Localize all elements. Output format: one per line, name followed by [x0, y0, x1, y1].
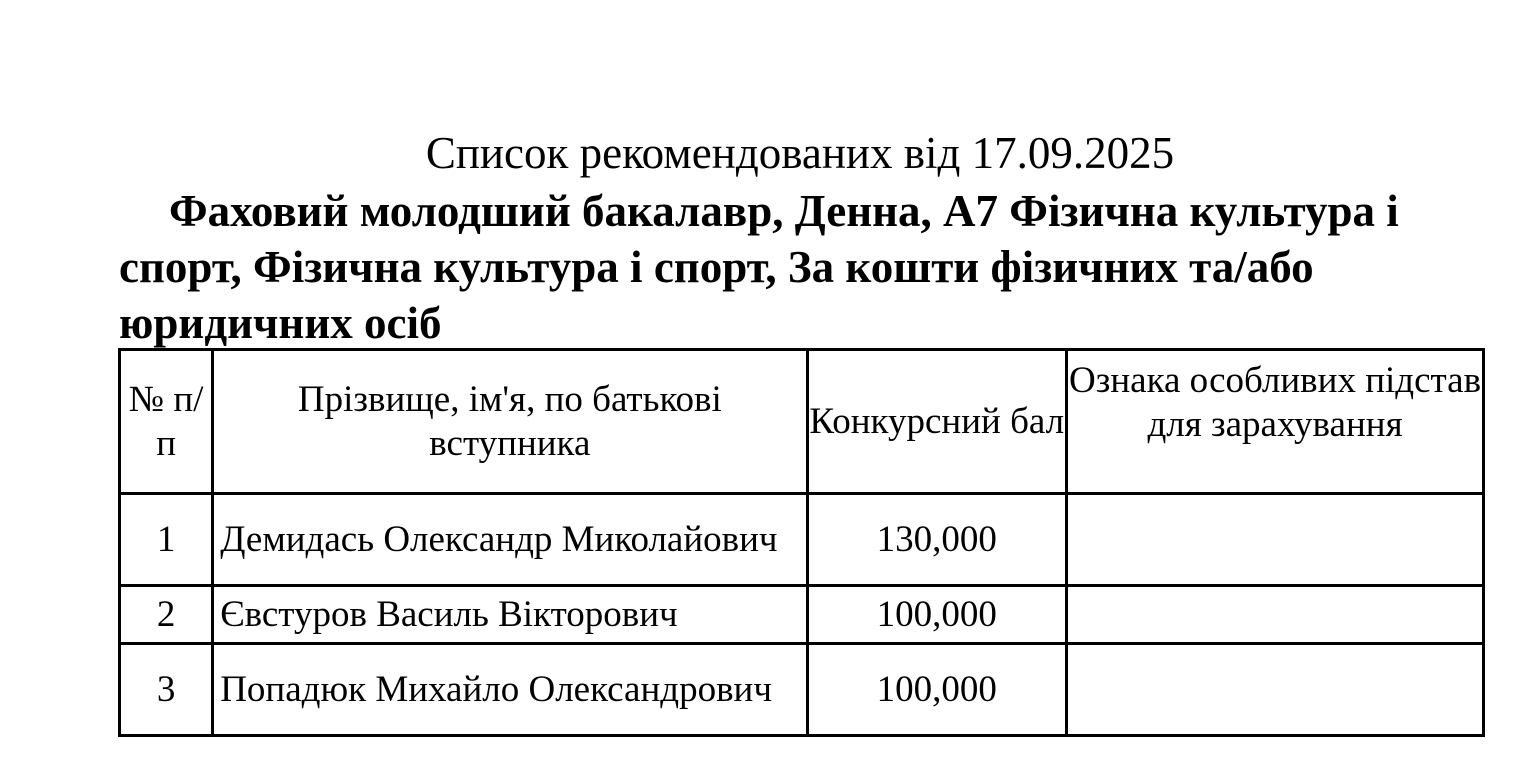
- row-number: 3: [120, 644, 213, 736]
- document-subtitle: Фаховий молодший бакалавр, Денна, A7 Фізична культура і спорт, Фізична культура і спорт, За кошти фізичних та/або юридичних осіб: [119, 186, 1399, 348]
- applicant-name: Демидась Олександр Миколайович: [213, 494, 807, 586]
- table-row: [120, 586, 1484, 644]
- header-score-label: Конкурсний бал: [809, 400, 1065, 442]
- competition-score: 100,000: [807, 644, 1067, 736]
- header-admission-basis-label: Ознака особливих підстав для зарахування: [1069, 360, 1482, 445]
- applicant-name: Попадюк Михайло Олександрович: [213, 644, 807, 736]
- row-number: 2: [120, 586, 213, 644]
- admission-basis: [1067, 644, 1484, 736]
- applicant-name: Євстуров Василь Вікторович: [213, 586, 807, 644]
- table-row: [120, 494, 1484, 586]
- row-number: 1: [120, 494, 213, 586]
- competition-score: 130,000: [807, 494, 1067, 586]
- header-name: [213, 350, 807, 494]
- admission-basis: [1067, 586, 1484, 644]
- header-number: [120, 350, 213, 494]
- header-score: [807, 350, 1067, 494]
- competition-score: 100,000: [807, 586, 1067, 644]
- header-name-label: Прізвище, ім'я, по батькові вступника: [297, 378, 722, 464]
- admission-basis: [1067, 494, 1484, 586]
- table-header-row: [120, 350, 1484, 494]
- recommended-list-table: [118, 348, 1485, 737]
- document-title: Список рекомендованих від 17.09.2025: [425, 128, 1175, 178]
- header-number-label: № п/п: [128, 378, 204, 464]
- table-row: [120, 644, 1484, 736]
- header-admission-basis: [1067, 350, 1484, 494]
